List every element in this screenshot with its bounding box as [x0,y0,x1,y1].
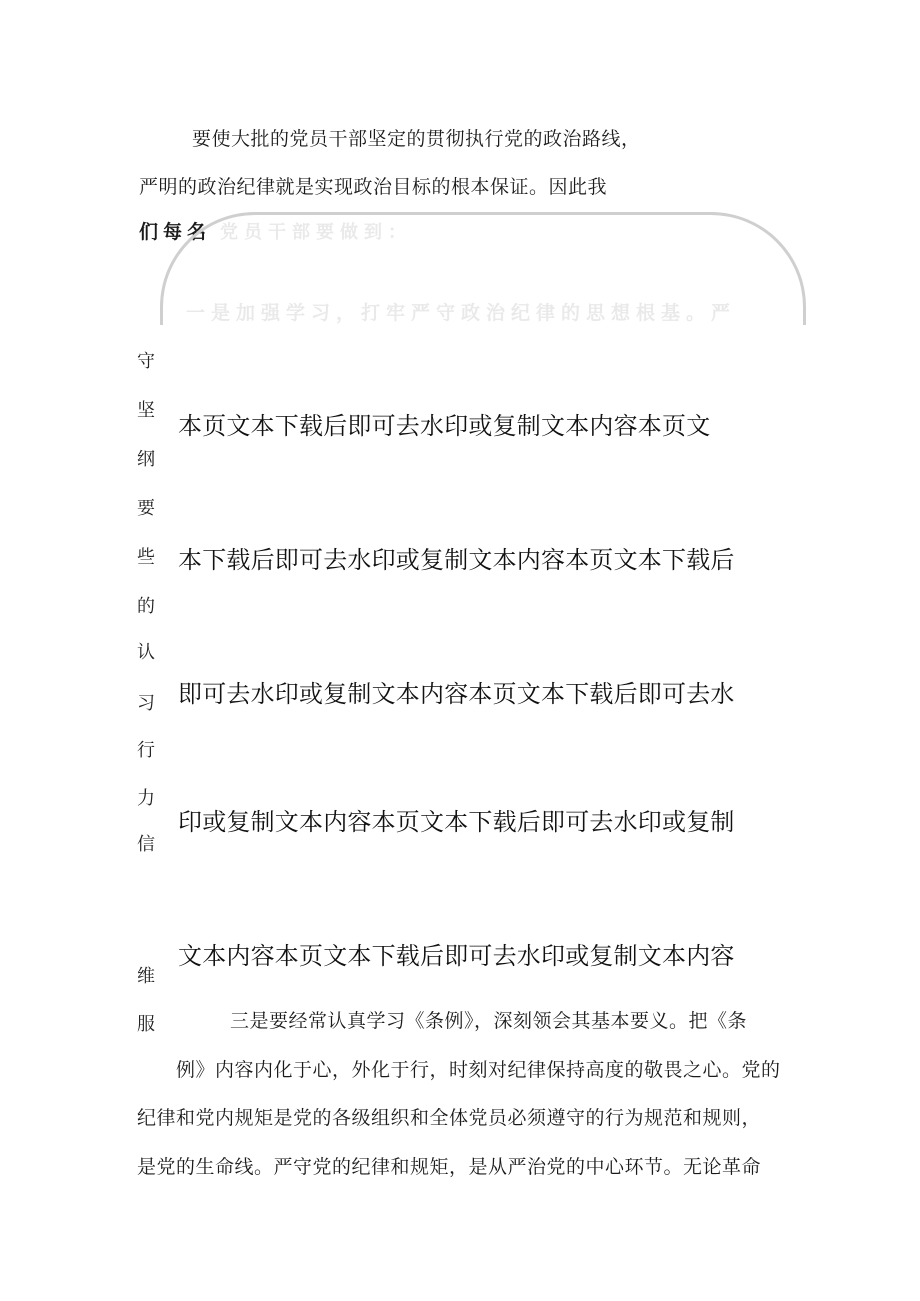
watermark-notice-line: 文本内容本页文本下载后即可去水印或复制文本内容 [178,942,735,970]
arch-mask [150,325,820,385]
watermark-notice-line: 即可去水印或复制文本内容本页文本下载后即可去水 [178,680,735,708]
watermark-notice-line: 本下载后即可去水印或复制文本内容本页文本下载后 [178,546,735,574]
vertical-char: 习 [137,693,155,714]
watermark-notice-line: 印或复制文本内容本页文本下载后即可去水印或复制 [178,808,735,836]
vertical-char: 信 [137,834,155,855]
vertical-char: 坚 [137,400,155,421]
vertical-char: 服 [137,1014,155,1035]
vertical-char: 的 [137,596,155,617]
vertical-char: 行 [137,740,155,761]
vertical-char: 纲 [137,449,155,470]
paragraph-line: 例》内容内化于心，外化于行，时刻对纪律保持高度的敬畏之心。党的 [176,1059,781,1081]
ghost-text: 一是加强学习，打牢严守政治纪律的思想根基。严 [186,302,737,324]
vertical-char: 些 [137,547,155,568]
vertical-char: 维 [137,966,155,987]
vertical-char: 守 [137,351,155,372]
vertical-char: 要 [137,498,155,519]
watermark-notice-line: 本页文本下载后即可去水印或复制文本内容本页文 [178,412,711,440]
paragraph-line: 三是要经常认真学习《条例》，深刻领会其基本要义。把《条 [230,1010,748,1032]
vertical-char: 认 [137,642,155,663]
paragraph-line: 纪律和党内规矩是党的各级组织和全体党员必须遵守的行为规范和规则， [137,1107,762,1129]
paragraph-line: 严明的政治纪律就是实现政治目标的根本保证。因此我 [139,176,608,198]
paragraph-line: 要使大批的党员干部坚定的贯彻执行党的政治路线， [192,128,641,150]
paragraph-line: 们每名 [139,221,212,243]
vertical-char: 力 [137,788,155,809]
ghost-text: 党员干部要做到： [220,222,412,243]
paragraph-line: 是党的生命线。严守党的纪律和规矩，是从严治党的中心环节。无论革命 [137,1156,762,1178]
